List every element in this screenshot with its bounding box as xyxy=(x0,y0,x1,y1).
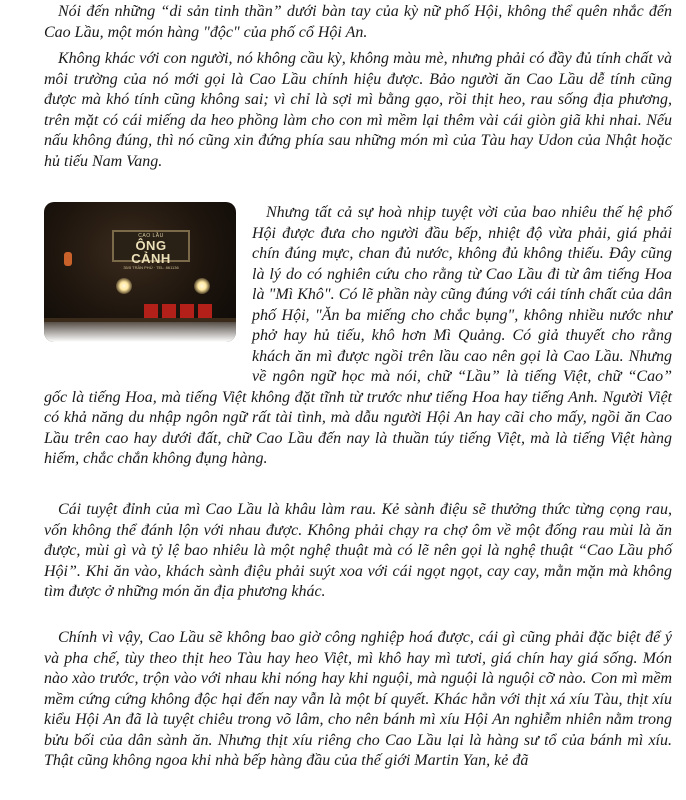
lamp-right-icon xyxy=(194,278,210,294)
lantern-icon xyxy=(64,252,72,266)
lamp-left-icon xyxy=(116,278,132,294)
red-offering-icon xyxy=(144,304,158,318)
red-offering-icon xyxy=(162,304,176,318)
red-offering-icon xyxy=(180,304,194,318)
sign-top-text: CAO LẦU xyxy=(138,233,164,239)
shop-photo xyxy=(44,202,236,342)
red-offering-icon xyxy=(198,304,212,318)
paragraph-secret-recipe: Chính vì vậy, Cao Lầu sẽ không bao giờ công nghiệp hoá được, cái gì cũng phải đặc biệt để ý và pha chế, tùy theo thịt heo Tàu hay heo Việt, mì khô hay mì tươi, giá chín hay giá sống. Món nào xào trước, trộn vào với nhau khi nóng hay khi nguội, mà nguội là nguội cỡ nào. Con mì mềm mềm cứng cứng không độc hại đến nay vẫn là một bí quyết. Khác hẳn với thịt xá xíu Tàu, thịt xíu kiểu Hội An đã là tuyệt chiêu trong võ lâm, cho nên bánh mì xíu Hội An nghiễm nhiên nằm trong bửu bối của dân sành ăn. Nhưng thịt xíu riêng cho Cao Lầu lại là hàng sư tổ của bánh mì xíu. Thật cũng không ngoa khi nhà bếp hàng đầu của thế giới Martin Yan, kẻ đã xyxy=(44,629,672,769)
sign-name-text: ÔNG CẢNH xyxy=(131,238,171,266)
sign-address-text: 35/5 TRẦN PHÚ · TEL: 861136 xyxy=(123,265,179,270)
paragraph-noodle-character: Không khác với con người, nó không cầu kỳ, không màu mè, nhưng phải có đầy đủ tính chất và môi trường của nó mới gọi là Cao Lầu chính hiệu được. Bảo người ăn Cao Lầu dễ tính cũng được mà khó tính cũng không sai; vì chỉ là sợi mì bằng gạo, rồi thịt heo, rau sống địa phương, trên mặt có cái miếng da heo phồng làm cho con mì mềm lại thêm vài cái giòn giã khi nhai. Nếu nấu không đúng, thì nó cũng xin đứng phía sau những món mì của Tàu hay Udon của Nhật hoặc hủ tiếu Nam Vang. xyxy=(44,50,672,170)
photo-reflection xyxy=(44,322,236,342)
paragraph-vegetables: Cái tuyệt đỉnh của mì Cao Lầu là khâu làm rau. Kẻ sành điệu sẽ thưởng thức từng cọng rau, vốn không thể đánh lộn với nhau được. Không phải chạy ra chợ ôm về một đống rau mùi là ăn được, mùi gì và tỷ lệ bao nhiêu là một nghệ thuật mà có lẽ nên gọi là nghệ thuật “Cao Lầu phố Hội”. Khi ăn vào, khách sành điệu phải suýt xoa với cái ngọt ngọt, cay cay, mằn mặn mà không tìm được ở những món ăn địa phương khác. xyxy=(44,501,672,600)
paragraph-harmony-text: Nhưng tất cả sự hoà nhịp tuyệt vời của bao nhiêu thế hệ phố Hội được đưa cho người đầu bếp, nhiệt độ vừa phải, giá phải chín đúng mực, chan đủ nước, không đủ không thiếu. Đây cũng là lý do có nghiên cứu cho rằng từ Cao Lầu đi từ âm tiếng Hoa là "Mì Khô". Có lẽ phần này cũng đúng với cái tính chất của dân phố Hội, "Ăn ba miếng cho chắc bụng", không nhiều nước như phở hay hủ tiếu, khô hơn Mì Quảng. Có giả thuyết cho rằng khách ăn mì được ngồi trên lầu cao nên gọi là Cao Lầu. Nhưng về ngôn ngữ học mà nói, chữ “Lầu” là tiếng Việt, chữ “Cao” gốc là tiếng Hoa, mà tiếng Việt không đặt tĩnh từ trước như tiếng Hoa hay tiếng Anh. Người Việt có khả năng du nhập ngôn ngữ rất tài tình, mà dẫu người Hội An hay cãi cho mấy, ngồi ăn Cao Lầu trên cao hay dưới đất, chữ Cao Lầu đến nay là thuần túy tiếng Việt, mà là tiếng Việt hàng hiếm, chắc chắn không đụng hàng. xyxy=(44,204,672,467)
shop-sign xyxy=(112,230,190,270)
shop-interior-image xyxy=(44,202,236,342)
paragraph-intro: Nói đến những “di sản tinh thần” dưới bàn tay của kỳ nữ phố Hội, không thể quên nhắc đến Cao Lầu, một món hàng "độc" của phố cổ Hội An. xyxy=(44,3,672,41)
